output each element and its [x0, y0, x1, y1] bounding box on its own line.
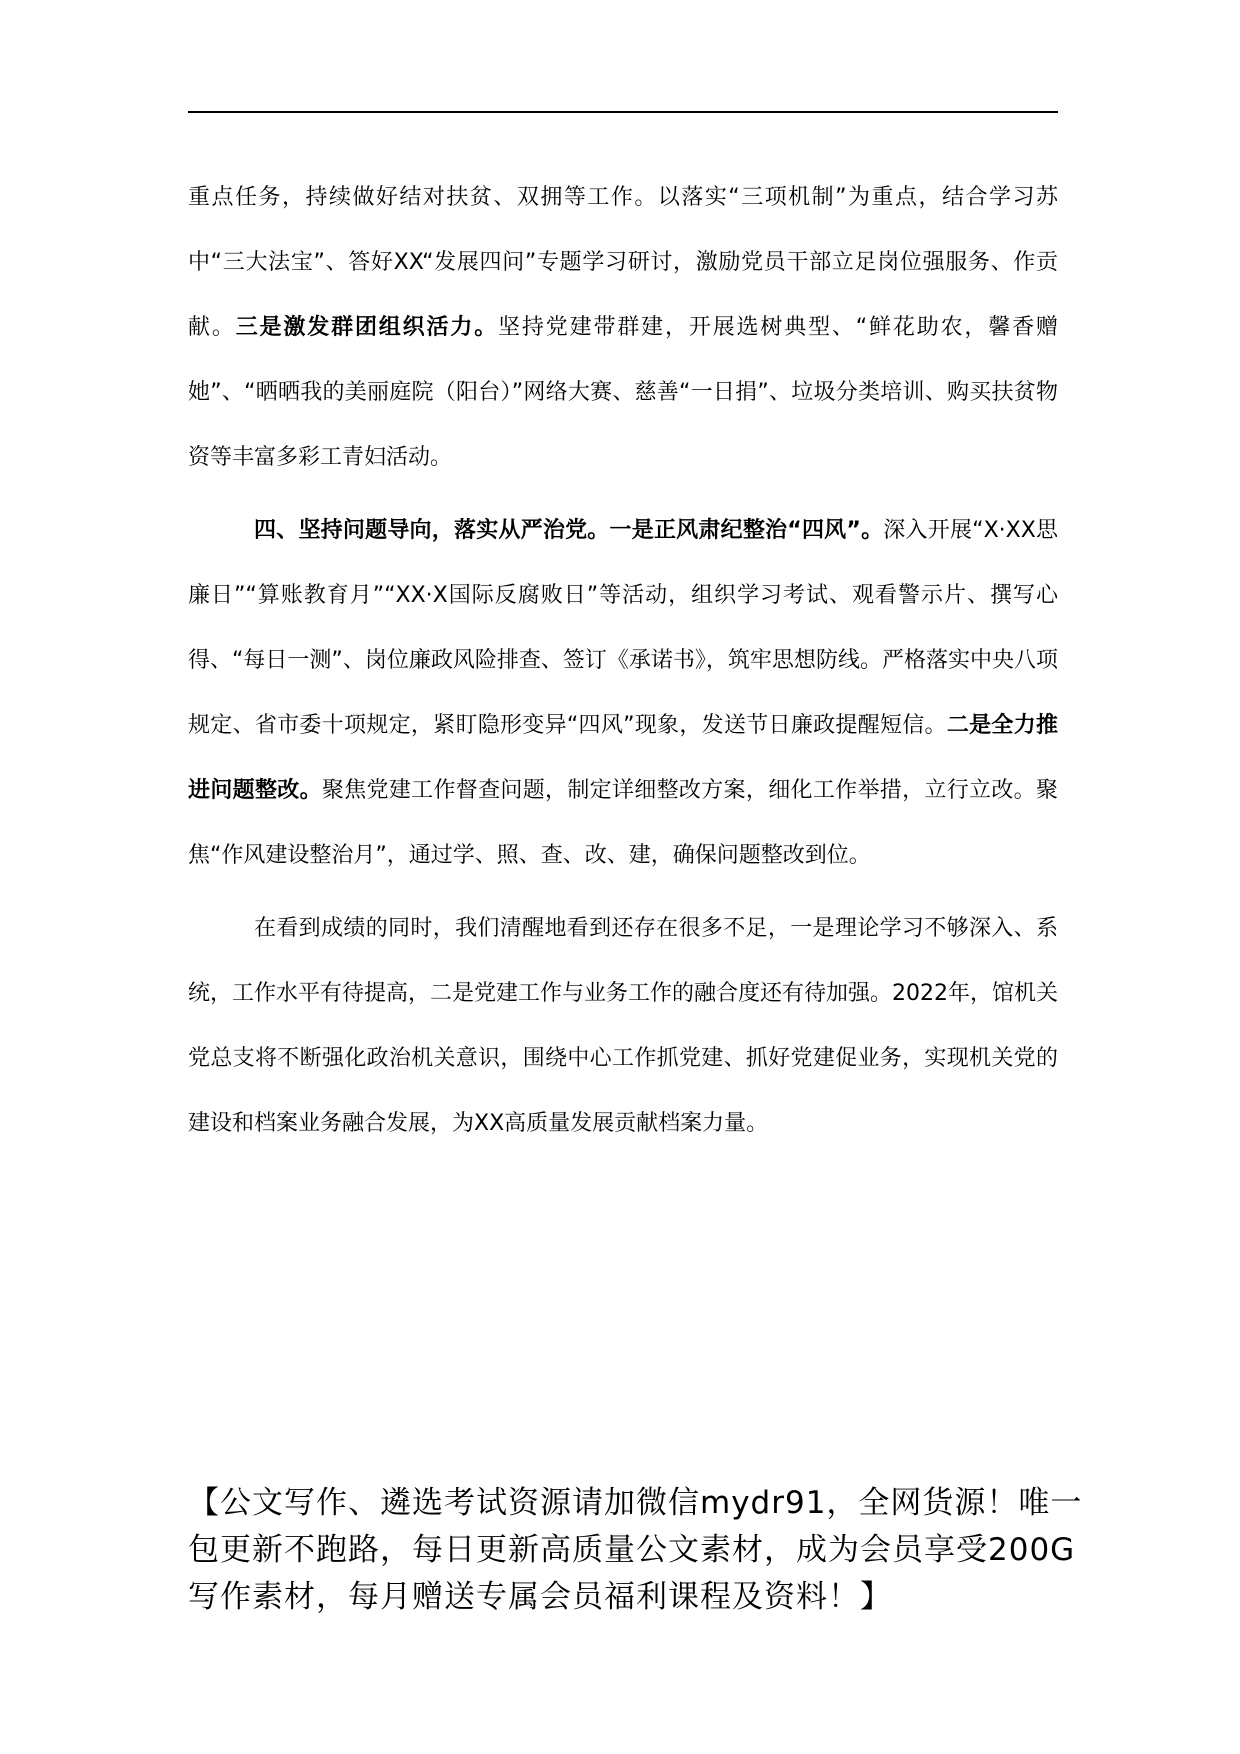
bold-heading: 二是全力推进问题整改。 — [188, 713, 1058, 803]
bold-heading: 三是激发群团组织活力。 — [235, 315, 499, 340]
text-run: 深入开展“X·XX思廉日”“算账教育月”“XX·X国际反腐败日”等活动，组织学习考试、观看警示片、撰写心得、“每日一测”、岗位廉政风险排查、签订《承诺书》，筑牢思想防线。严格落实中央八项规定、省市委十项规定，紧盯隐形变异“四风”现象，发送节日廉政提醒短信。 — [188, 518, 1059, 738]
text-run: 坚持党建带群建，开展选树典型、“鲜花助农，馨香赠她”、“晒晒我的美丽庭院（阳台）”网络大赛、慈善“一日捐”、垃圾分类培训、购买扶贫物资等丰富多彩工青妇活动。 — [188, 315, 1058, 470]
section-heading: 四、坚持问题导向，落实从严治党。一是正风肃纪整治“四风”。 — [254, 518, 884, 543]
paragraph-3 — [188, 896, 1058, 1156]
document-body — [188, 165, 1058, 1156]
paragraph-1 — [188, 165, 1058, 490]
text-run: 聚焦党建工作督查问题，制定详细整改方案，细化工作举措，立行立改。聚焦“作风建设整治月”，通过学、照、查、改、建，确保问题整改到位。 — [188, 778, 1058, 868]
header-rule — [188, 111, 1058, 113]
paragraph-2 — [188, 498, 1058, 888]
promo-notice: 【公文写作、遴选考试资源请加微信mydr91，全网货源！唯一包更新不跑路，每日更新高质量公文素材，成为会员享受200G写作素材，每月赠送专属会员福利课程及资料！】 — [188, 1485, 1083, 1615]
text-run: 在看到成绩的同时，我们清醒地看到还存在很多不足，一是理论学习不够深入、系统，工作水平有待提高，二是党建工作与业务工作的融合度还有待加强。2022年，馆机关党总支将不断强化政治机关意识，围绕中心工作抓党建、抓好党建促业务，实现机关党的建设和档案业务融合发展，为XX高质量发展贡献档案力量。 — [188, 916, 1058, 1136]
text-run: 重点任务，持续做好结对扶贫、双拥等工作。以落实“三项机制”为重点，结合学习苏中“三大法宝”、答好XX“发展四问”专题学习研讨，激励党员干部立足岗位强服务、作贡献。 — [188, 185, 1058, 340]
